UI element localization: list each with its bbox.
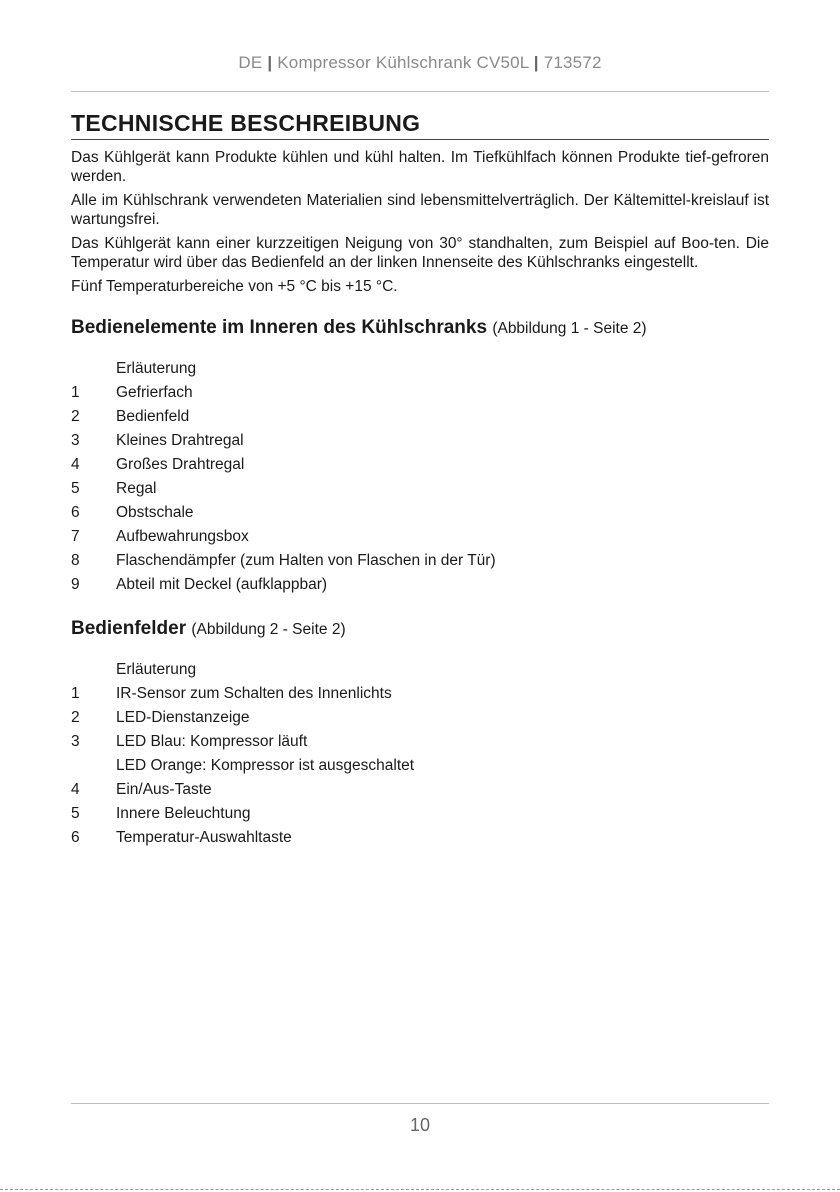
item-number: 4 [71, 781, 80, 798]
item-text: Innere Beleuchtung [116, 805, 251, 822]
list-item [71, 778, 769, 802]
item-number: 4 [71, 456, 80, 473]
item-text: LED Blau: Kompressor läuft [116, 733, 308, 750]
list-item [71, 381, 769, 405]
item-number: 9 [71, 576, 80, 593]
list-item [71, 802, 769, 826]
item-number: 1 [71, 685, 80, 702]
page-edge-dashed-line [0, 1189, 840, 1190]
list-item [71, 754, 769, 778]
item-text: Obstschale [116, 504, 194, 521]
list-header [71, 658, 769, 682]
item-text: Aufbewahrungsbox [116, 528, 249, 545]
list-header [71, 357, 769, 381]
page-number: 10 [409, 1115, 431, 1135]
footer-divider [71, 1103, 769, 1104]
header-separator: | [267, 53, 273, 72]
item-number: 6 [71, 829, 80, 846]
paragraph: Fünf Temperaturbereiche von +5 °C bis +15 °C. [71, 278, 398, 295]
paragraph: Das Kühlgerät kann Produkte kühlen und kühl halten. Im Tiefkühlfach können Produkte tief-gefroren werden. [71, 149, 769, 185]
item-number: 5 [71, 480, 80, 497]
figure-reference: (Abbildung 1 - Seite 2) [492, 320, 647, 337]
item-number: 3 [71, 733, 80, 750]
item-number: 6 [71, 504, 80, 521]
item-text: Bedienfeld [116, 408, 190, 425]
item-number: 1 [71, 384, 80, 401]
item-number: 3 [71, 432, 80, 449]
item-text: IR-Sensor zum Schalten des Innenlichts [116, 685, 392, 702]
main-content [71, 110, 769, 850]
header-separator: | [533, 53, 539, 72]
list-item [71, 826, 769, 850]
header-article: 713572 [543, 53, 602, 72]
paragraph: Das Kühlgerät kann einer kurzzeitigen Neigung von 30° standhalten, zum Beispiel auf Boo-ten. Die Temperatur wird über das Bedienfeld an der linken Innenseite des Kühlschranks eingestellt. [71, 235, 769, 271]
page-title: TECHNISCHE BESCHREIBUNG [71, 110, 769, 140]
section-heading-text: Bedienelemente im Inneren des Kühlschranks [71, 317, 488, 338]
paragraph: Alle im Kühlschrank verwendeten Materialien sind lebensmittelverträglich. Der Kältemittel-kreislauf ist wartungsfrei. [71, 192, 769, 228]
list-item [71, 477, 769, 501]
list-item [71, 549, 769, 573]
list-item [71, 453, 769, 477]
item-number: 8 [71, 552, 80, 569]
list-item [71, 501, 769, 525]
page-header [71, 53, 769, 73]
header-divider [71, 91, 769, 92]
item-text: LED Orange: Kompressor ist ausgeschaltet [116, 757, 415, 774]
list-item [71, 682, 769, 706]
item-number: 2 [71, 408, 80, 425]
item-text: Temperatur-Auswahltaste [116, 829, 292, 846]
item-number [71, 754, 116, 778]
item-text: Kleines Drahtregal [116, 432, 244, 449]
panel-list [71, 658, 769, 850]
section-heading-panels [71, 618, 769, 640]
header-lang: DE [238, 53, 263, 72]
figure-reference: (Abbildung 2 - Seite 2) [191, 621, 346, 638]
section-heading-text: Bedienfelder [71, 618, 187, 639]
item-number: 7 [71, 528, 80, 545]
list-item [71, 573, 769, 597]
header-product: Kompressor Kühlschrank CV50L [277, 53, 529, 72]
list-item [71, 525, 769, 549]
item-number: 5 [71, 805, 80, 822]
item-text: LED-Dienstanzeige [116, 709, 250, 726]
item-text: Flaschendämpfer (zum Halten von Flaschen in der Tür) [116, 552, 496, 569]
list-header-label: Erläuterung [116, 360, 197, 377]
item-text: Abteil mit Deckel (aufklappbar) [116, 576, 328, 593]
item-text: Großes Drahtregal [116, 456, 245, 473]
list-item [71, 706, 769, 730]
parts-list [71, 357, 769, 597]
section-heading-controls [71, 317, 769, 339]
item-text: Gefrierfach [116, 384, 193, 401]
item-number: 2 [71, 709, 80, 726]
item-text: Regal [116, 480, 157, 497]
list-header-label: Erläuterung [116, 661, 197, 678]
list-item [71, 730, 769, 754]
list-item [71, 429, 769, 453]
list-item [71, 405, 769, 429]
item-text: Ein/Aus-Taste [116, 781, 212, 798]
